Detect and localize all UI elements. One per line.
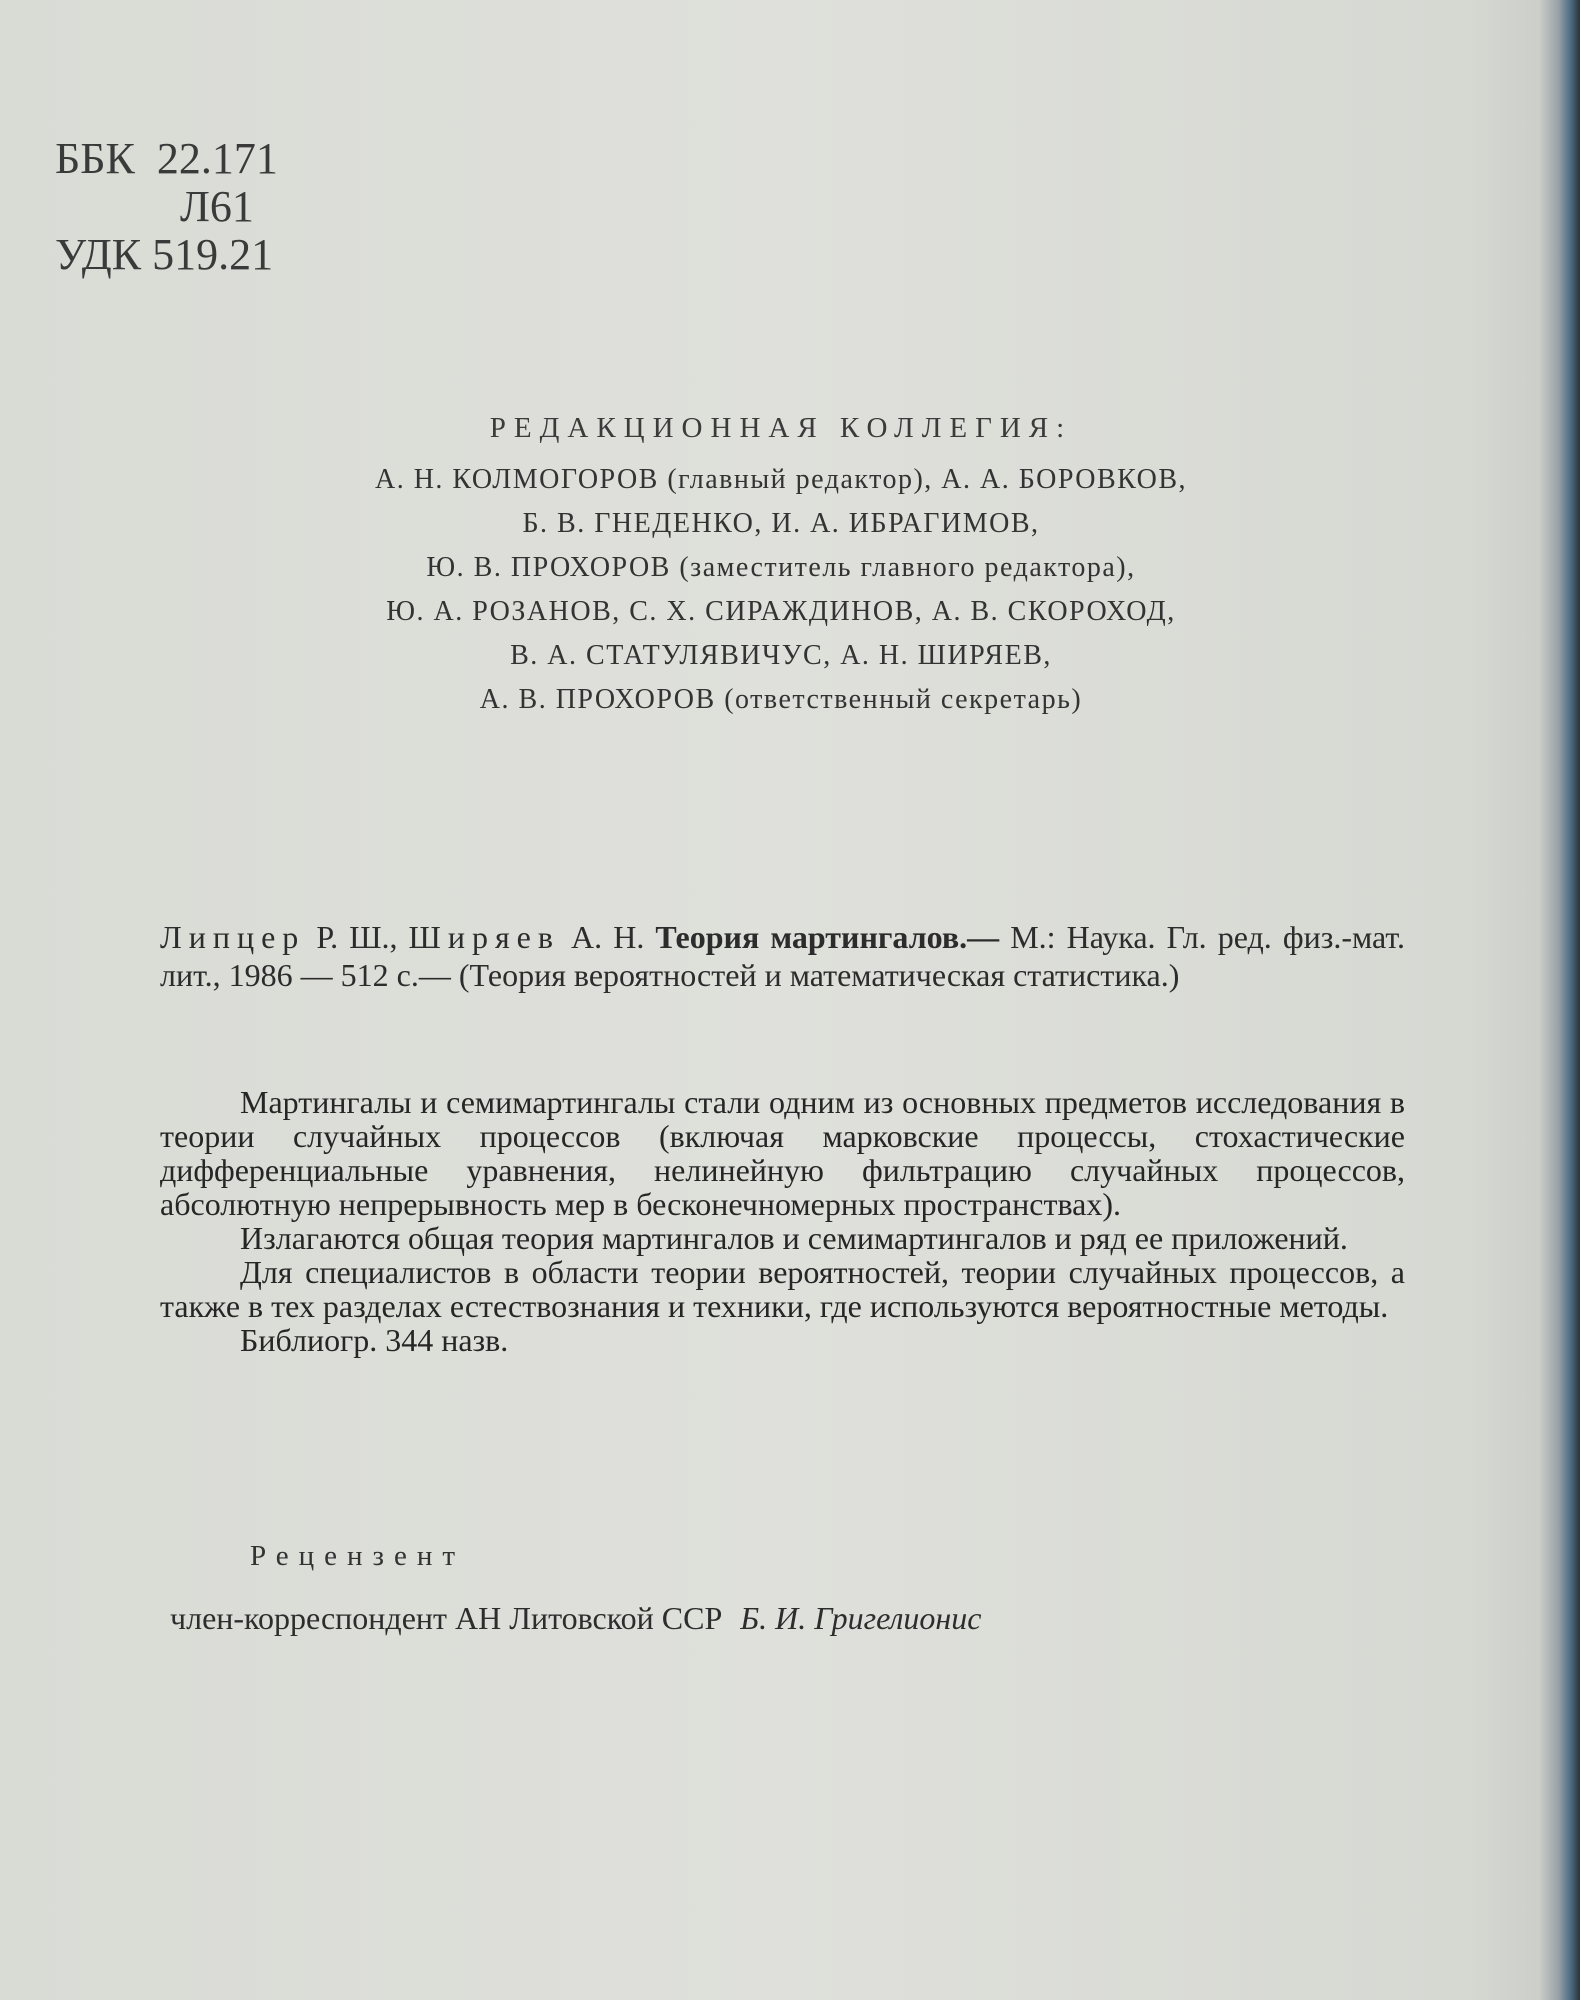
annotation-paragraph: Излагаются общая теория мартингалов и семимартингалов и ряд ее приложений. (240, 1220, 1348, 1256)
bibliographic-entry (160, 918, 1405, 994)
bibliography-count: Библиогр. 344 назв. (240, 1322, 509, 1358)
editorial-board-line: Б. В. ГНЕДЕНКО, И. А. ИБРАГИМОВ, (522, 508, 1040, 539)
author1-initials: Р. Ш., (316, 919, 398, 955)
classification-block (55, 135, 278, 279)
bbk-label: ББК (55, 134, 135, 183)
editorial-board-line: А. Н. КОЛМОГОРОВ (главный редактор), А. А. БОРОВКОВ, (374, 464, 1188, 495)
udk-label: УДК (55, 230, 142, 279)
bbk-value: 22.171 (156, 134, 278, 183)
reviewer-position: член-корреспондент АН Литовской ССР (170, 1600, 723, 1636)
author-mark: Л61 (180, 182, 254, 231)
book-spine-edge (1540, 0, 1580, 2000)
reviewer-name: Б. И. Григелионис (740, 1600, 982, 1636)
editorial-board-title: РЕДАКЦИОННАЯ КОЛЛЕГИЯ: (489, 412, 1073, 444)
reviewer-line (170, 1600, 982, 1637)
annotation-paragraph: Для специалистов в области теории вероятностей, теории случайных процессов, а также в тех разделах естествознания и техники, где используются вероятностные методы. (160, 1254, 1405, 1324)
editorial-board-line: Ю. В. ПРОХОРОВ (заместитель главного редактора), (426, 552, 1136, 583)
author-mark-row (55, 183, 278, 231)
editorial-board-line: А. В. ПРОХОРОВ (ответственный секретарь) (479, 684, 1083, 715)
udk-row (55, 231, 278, 279)
editorial-board-line: В. А. СТАТУЛЯВИЧУС, А. Н. ШИРЯЕВ, (510, 640, 1052, 671)
publication-details: М.: Наука. Гл. ред. физ.-мат. лит., 1986 — 512 с.— (Теория вероятностей и математическая статистика.) (160, 919, 1405, 993)
annotation-paragraph: Мартингалы и семимартингалы стали одним из основных предметов исследования в теории случайных процессов (включая марковские процессы, стохастические дифференциальные уравнения, нелинейную фильтрацию случайных процессов, абсолютную непрерывность мер в бесконечномерных пространствах). (160, 1084, 1405, 1222)
author2-initials: А. Н. (571, 919, 645, 955)
annotation (160, 1085, 1405, 1357)
book-title: Теория мартингалов.— (655, 919, 1000, 955)
bbk-row (55, 135, 278, 183)
editorial-board-line: Ю. А. РОЗАНОВ, С. Х. СИРАЖДИНОВ, А. В. СКОРОХОД, (386, 596, 1176, 627)
udk-value: 519.21 (152, 230, 274, 279)
author1-surname: Липцер (160, 919, 306, 955)
reviewer-label: Рецензент (250, 1540, 466, 1572)
author2-surname: Ширяев (408, 919, 560, 955)
